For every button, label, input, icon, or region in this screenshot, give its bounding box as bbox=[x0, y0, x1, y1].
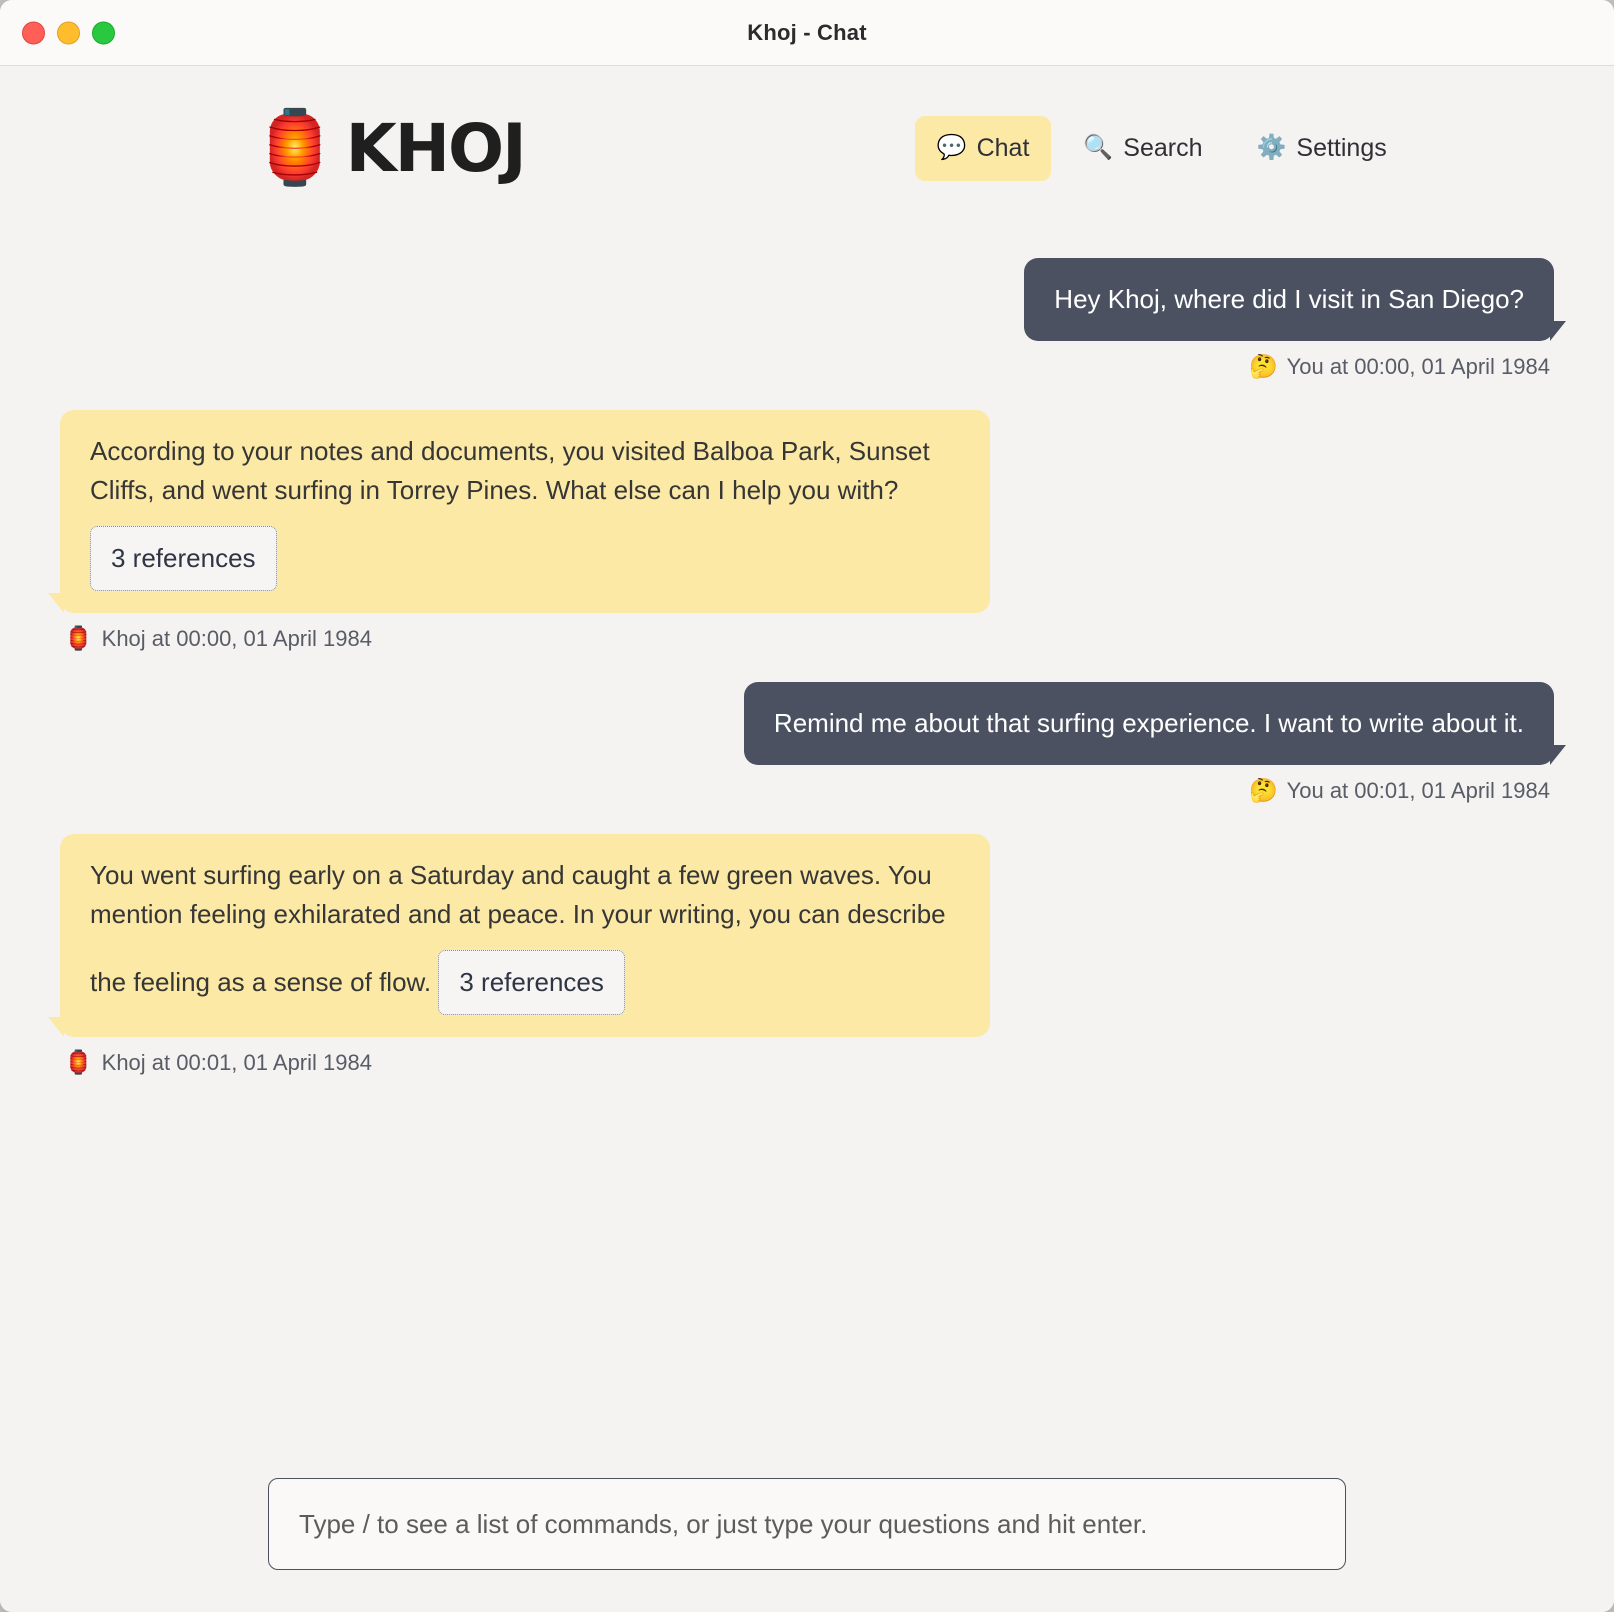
chat-message bbox=[60, 834, 1554, 1037]
tab-chat[interactable] bbox=[915, 116, 1052, 181]
message-bubble-user: Hey Khoj, where did I visit in San Diego? bbox=[1024, 258, 1554, 341]
thinking-face-icon: 🤔 bbox=[1248, 777, 1278, 803]
speech-bubble-icon: 💬 bbox=[936, 134, 967, 161]
message-bubble-user: Remind me about that surfing experience. I want to write about it. bbox=[744, 682, 1554, 765]
gear-icon: ⚙️ bbox=[1256, 134, 1287, 161]
message-meta-text: Khoj at 00:00, 01 April 1984 bbox=[101, 625, 372, 651]
thinking-face-icon: 🤔 bbox=[1248, 353, 1278, 379]
chat-input[interactable] bbox=[268, 1478, 1346, 1570]
brand-logo[interactable] bbox=[250, 98, 525, 198]
close-window-button[interactable] bbox=[22, 21, 45, 44]
header bbox=[0, 66, 1614, 198]
window-title: Khoj - Chat bbox=[747, 19, 867, 45]
message-meta bbox=[64, 625, 1550, 652]
chat-message bbox=[60, 258, 1554, 341]
message-bubble-assistant bbox=[60, 834, 990, 1037]
message-text: According to your notes and documents, you visited Balboa Park, Sunset Cliffs, and went surfing in Torrey Pines. What else can I help you with? bbox=[90, 436, 930, 505]
message-meta bbox=[64, 777, 1550, 804]
references-button[interactable]: 3 references bbox=[90, 526, 277, 591]
tab-settings-label: Settings bbox=[1296, 133, 1387, 162]
message-meta-text: You at 00:01, 01 April 1984 bbox=[1286, 777, 1550, 803]
message-meta-text: Khoj at 00:01, 01 April 1984 bbox=[101, 1049, 372, 1075]
tab-search[interactable] bbox=[1061, 116, 1224, 181]
chat-message bbox=[60, 682, 1554, 765]
lantern-icon: 🏮 bbox=[64, 625, 93, 651]
lantern-icon: 🏮 bbox=[250, 108, 340, 188]
composer-container bbox=[0, 1478, 1614, 1570]
main-nav bbox=[915, 116, 1409, 181]
references-button[interactable]: 3 references bbox=[438, 950, 625, 1015]
minimize-window-button[interactable] bbox=[57, 21, 80, 44]
chat-message bbox=[60, 410, 1554, 613]
window-controls bbox=[22, 21, 115, 44]
message-bubble-assistant bbox=[60, 410, 990, 613]
tab-search-label: Search bbox=[1123, 133, 1203, 162]
magnifier-icon: 🔍 bbox=[1083, 134, 1114, 161]
lantern-icon: 🏮 bbox=[64, 1049, 93, 1075]
message-text: You went surfing early on a Saturday and caught a few green waves. You mention feeling exhilarated and at peace. In your writing, you can describe the feeling as a sense of flow. bbox=[90, 860, 946, 997]
tab-settings[interactable] bbox=[1235, 116, 1409, 181]
maximize-window-button[interactable] bbox=[92, 21, 115, 44]
app-content bbox=[0, 66, 1614, 1612]
tab-chat-label: Chat bbox=[976, 133, 1030, 162]
message-meta bbox=[64, 1049, 1550, 1076]
message-meta-text: You at 00:00, 01 April 1984 bbox=[1286, 353, 1550, 379]
title-bar bbox=[0, 0, 1614, 66]
brand-wordmark: KHOJ bbox=[345, 109, 525, 187]
message-meta bbox=[64, 353, 1550, 380]
chat-transcript bbox=[0, 198, 1614, 1076]
